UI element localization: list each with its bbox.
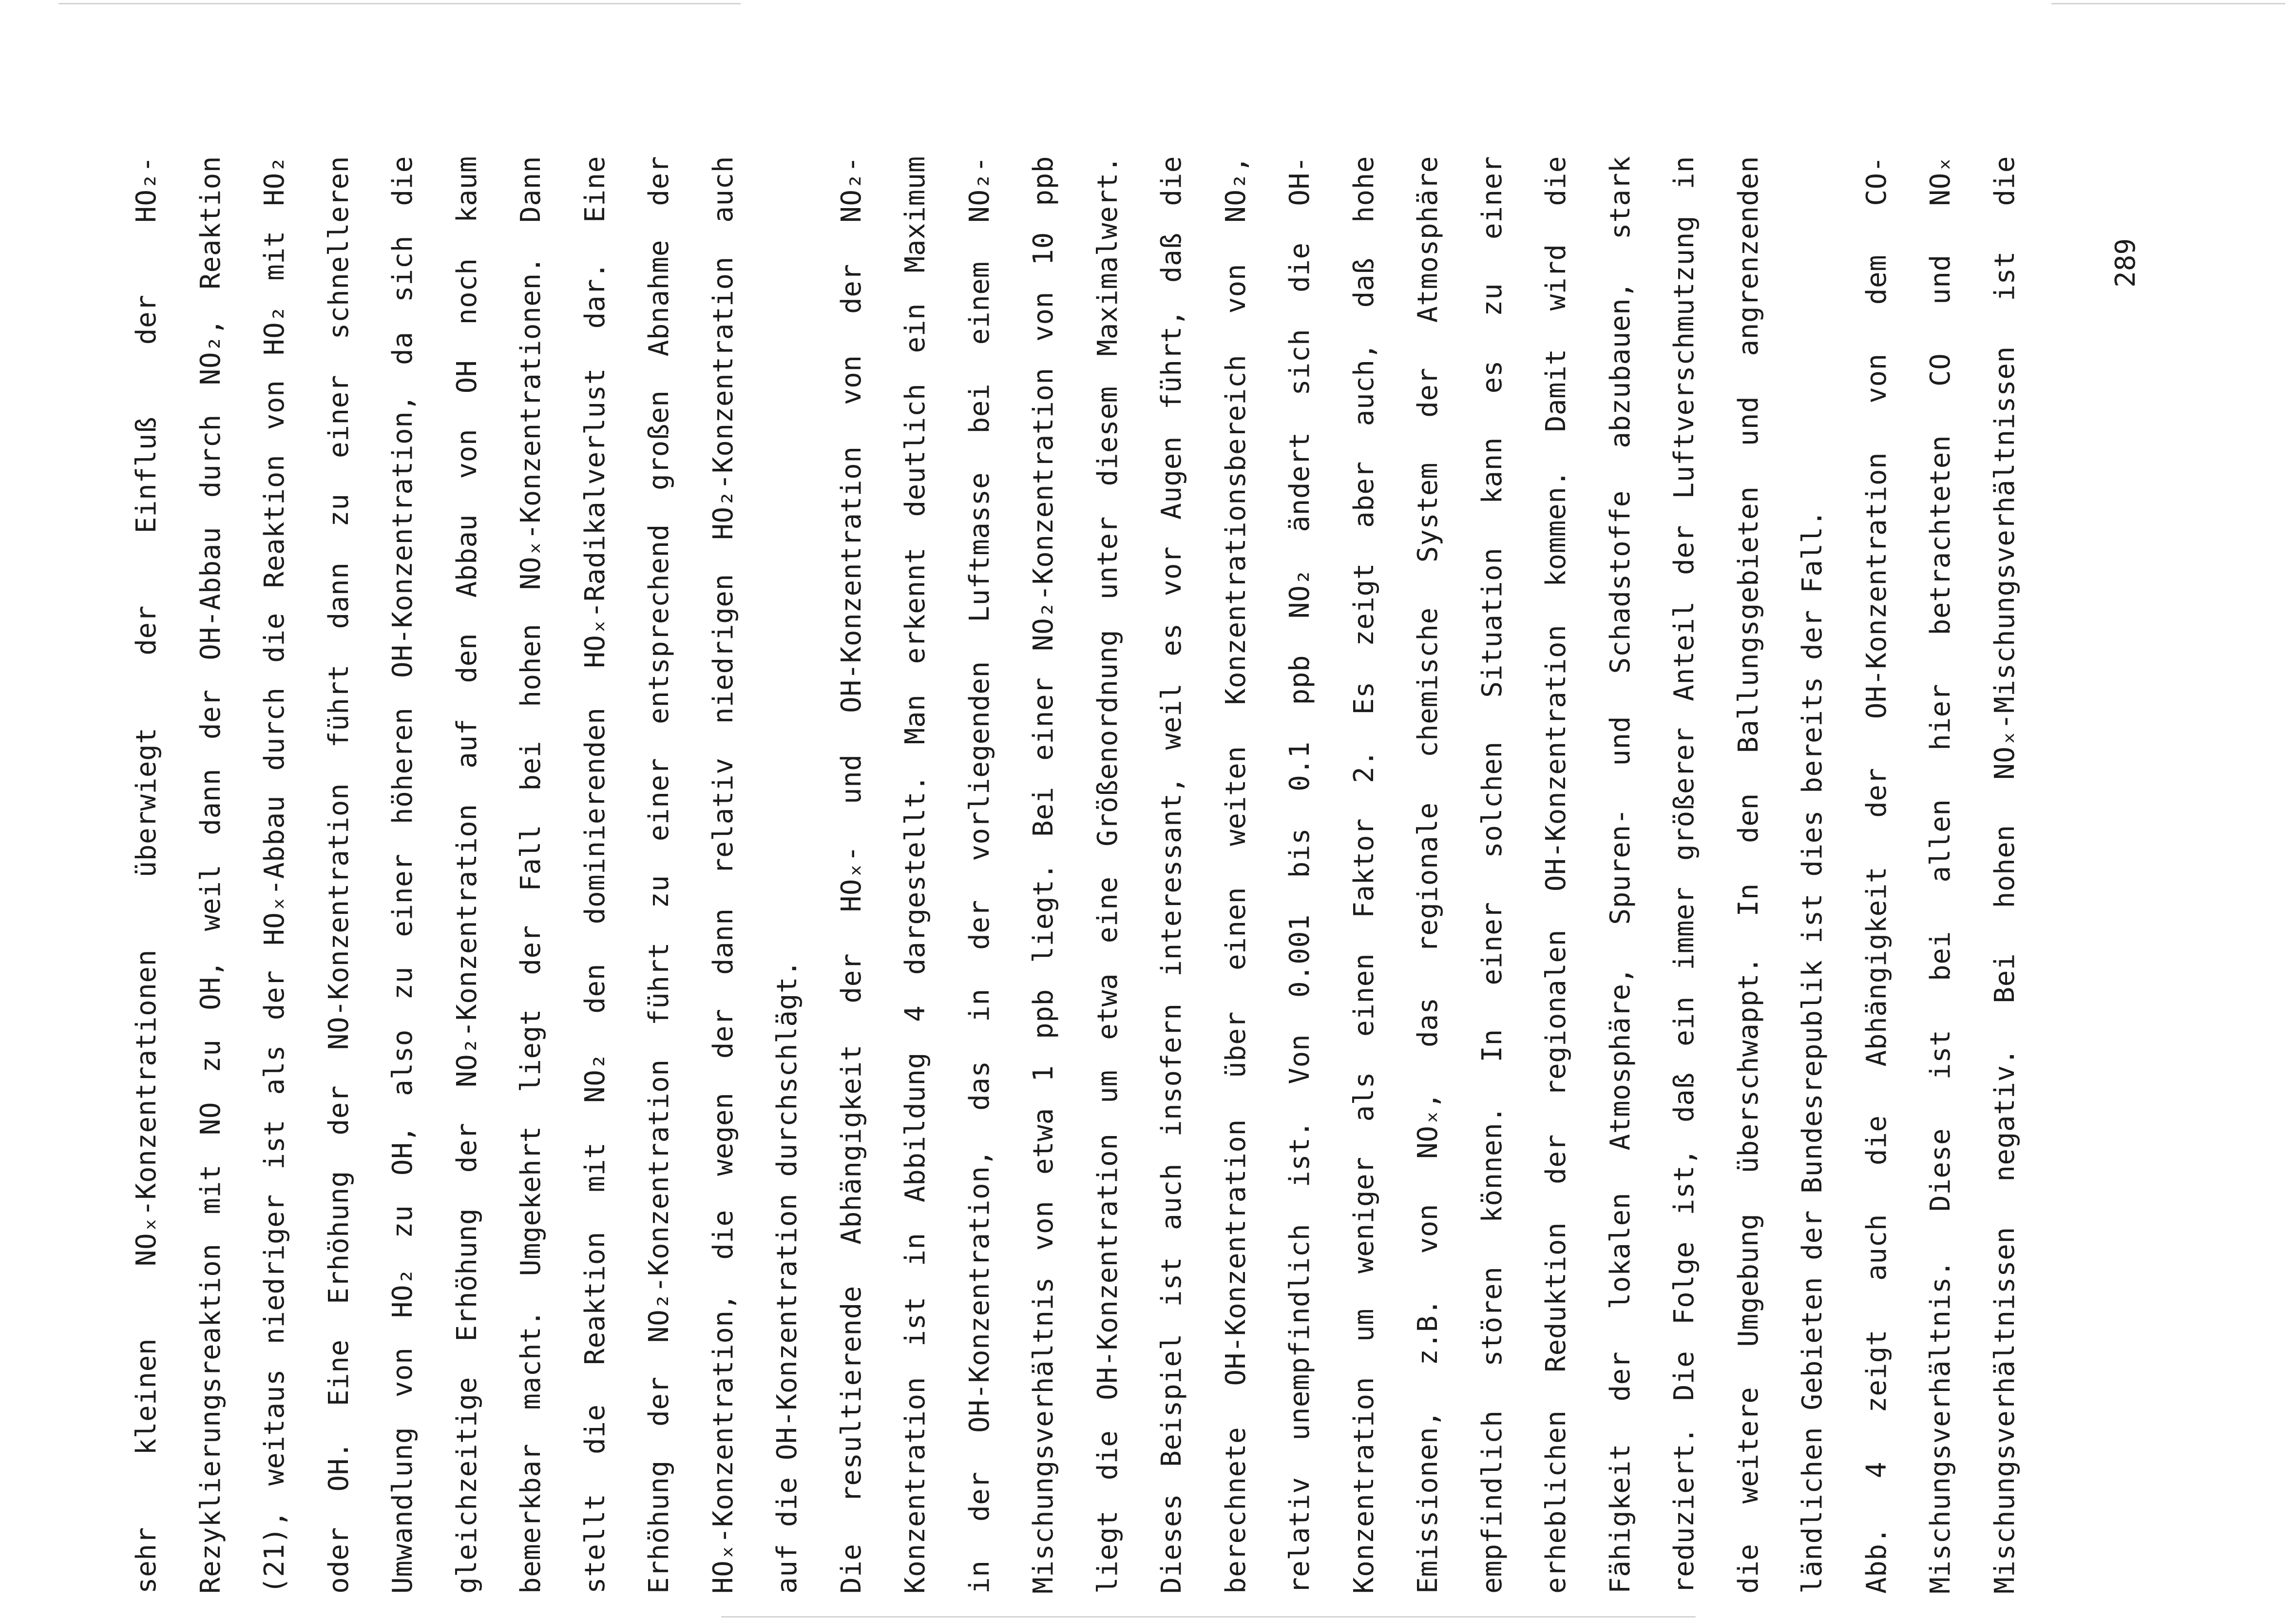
text-line: HOₓ-Konzentration, die wegen der dann relativ niedrigen HO₂-Konzentration auch xyxy=(707,156,739,1594)
text-line: empfindlich stören können. In einer solchen Situation kann es zu einer xyxy=(1476,156,1508,1594)
text-line: berechnete OH-Konzentration über einen weiten Konzentrationsbereich von NO₂, xyxy=(1220,156,1252,1594)
text-line: Rezyklierungsreaktion mit NO zu OH, weil dann der OH-Abbau durch NO₂, Reaktion xyxy=(194,156,227,1594)
text-line: Erhöhung der NO₂-Konzentration führt zu einer entsprechend großen Abnahme der xyxy=(643,156,675,1594)
text-line: oder OH. Eine Erhöhung der NO-Konzentration führt dann zu einer schnelleren xyxy=(323,156,355,1594)
text-line: erheblichen Reduktion der regionalen OH-Konzentration kommen. Damit wird die xyxy=(1540,156,1572,1594)
text-line: die weitere Umgebung überschwappt. In den Ballungsgebieten und angrenzenden xyxy=(1732,156,1764,1594)
text-line: Konzentration ist in Abbildung 4 dargestellt. Man erkennt deutlich ein Maximum xyxy=(899,156,931,1594)
scan-edge-top xyxy=(58,3,741,4)
scan-edge-top-right xyxy=(2051,3,2285,4)
text-line: reduziert. Die Folge ist, daß ein immer größerer Anteil der Luftverschmutzung in xyxy=(1668,156,1700,1594)
text-line: sehr kleinen NOₓ-Konzentrationen überwiegt der Einfluß der HO₂- xyxy=(131,156,162,1594)
page-number: 289 xyxy=(2110,238,2142,288)
text-line: ländlichen Gebieten der Bundesrepublik ist dies bereits der Fall. xyxy=(1797,510,1828,1594)
text-line: bemerkbar macht. Umgekehrt liegt der Fall bei hohen NOₓ-Konzentrationen. Dann xyxy=(515,156,547,1594)
scan-edge-bottom xyxy=(721,1616,1696,1618)
text-line: Dieses Beispiel ist auch insofern interessant, weil es vor Augen führt, daß die xyxy=(1156,156,1187,1594)
text-line: Mischungsverhältnissen negativ. Bei hohen NOₓ-Mischungsverhältnissen ist die xyxy=(1989,156,2021,1594)
text-line: Fähigkeit der lokalen Atmosphäre, Spuren- und Schadstoffe abzubauen, stark xyxy=(1604,156,1636,1594)
text-line: Mischungsverhältnis. Diese ist bei allen hier betrachteten CO und NOₓ xyxy=(1925,156,1956,1594)
text-line: auf die OH-Konzentration durchschlägt. xyxy=(771,960,803,1594)
body-text xyxy=(115,156,2037,1594)
text-line: Emissionen, z.B. von NOₓ, das regionale chemische System der Atmosphäre xyxy=(1412,156,1444,1594)
text-line: Mischungsverhältnis von etwa 1 ppb liegt. Bei einer NO₂-Konzentration von 10 ppb xyxy=(1028,156,1059,1594)
text-line: liegt die OH-Konzentration um etwa eine Größenordnung unter diesem Maximalwert. xyxy=(1091,156,1124,1594)
rotated-page xyxy=(0,156,2296,1594)
text-line: (21), weitaus niedriger ist als der HOₓ-Abbau durch die Reaktion von HO₂ mit HO₂ xyxy=(259,156,290,1594)
text-line: Abb. 4 zeigt auch die Abhängigkeit der OH-Konzentration von dem CO- xyxy=(1860,156,1893,1594)
text-line: stellt die Reaktion mit NO₂ den dominierenden HOₓ-Radikalverlust dar. Eine xyxy=(579,156,611,1594)
text-line: in der OH-Konzentration, das in der vorliegenden Luftmasse bei einem NO₂- xyxy=(963,156,995,1594)
text-line: Konzentration um weniger als einen Faktor 2. Es zeigt aber auch, daß hohe xyxy=(1348,156,1380,1594)
text-line: Die resultierende Abhängigkeit der HOₓ- und OH-Konzentration von der NO₂- xyxy=(835,156,867,1594)
text-line: relativ unempfindlich ist. Von 0.001 bis 0.1 ppb NO₂ ändert sich die OH- xyxy=(1284,156,1316,1594)
text-line: Umwandlung von HO₂ zu OH, also zu einer höheren OH-Konzentration, da sich die xyxy=(387,156,419,1594)
text-line: gleichzeitige Erhöhung der NO₂-Konzentration auf den Abbau von OH noch kaum xyxy=(451,156,483,1594)
